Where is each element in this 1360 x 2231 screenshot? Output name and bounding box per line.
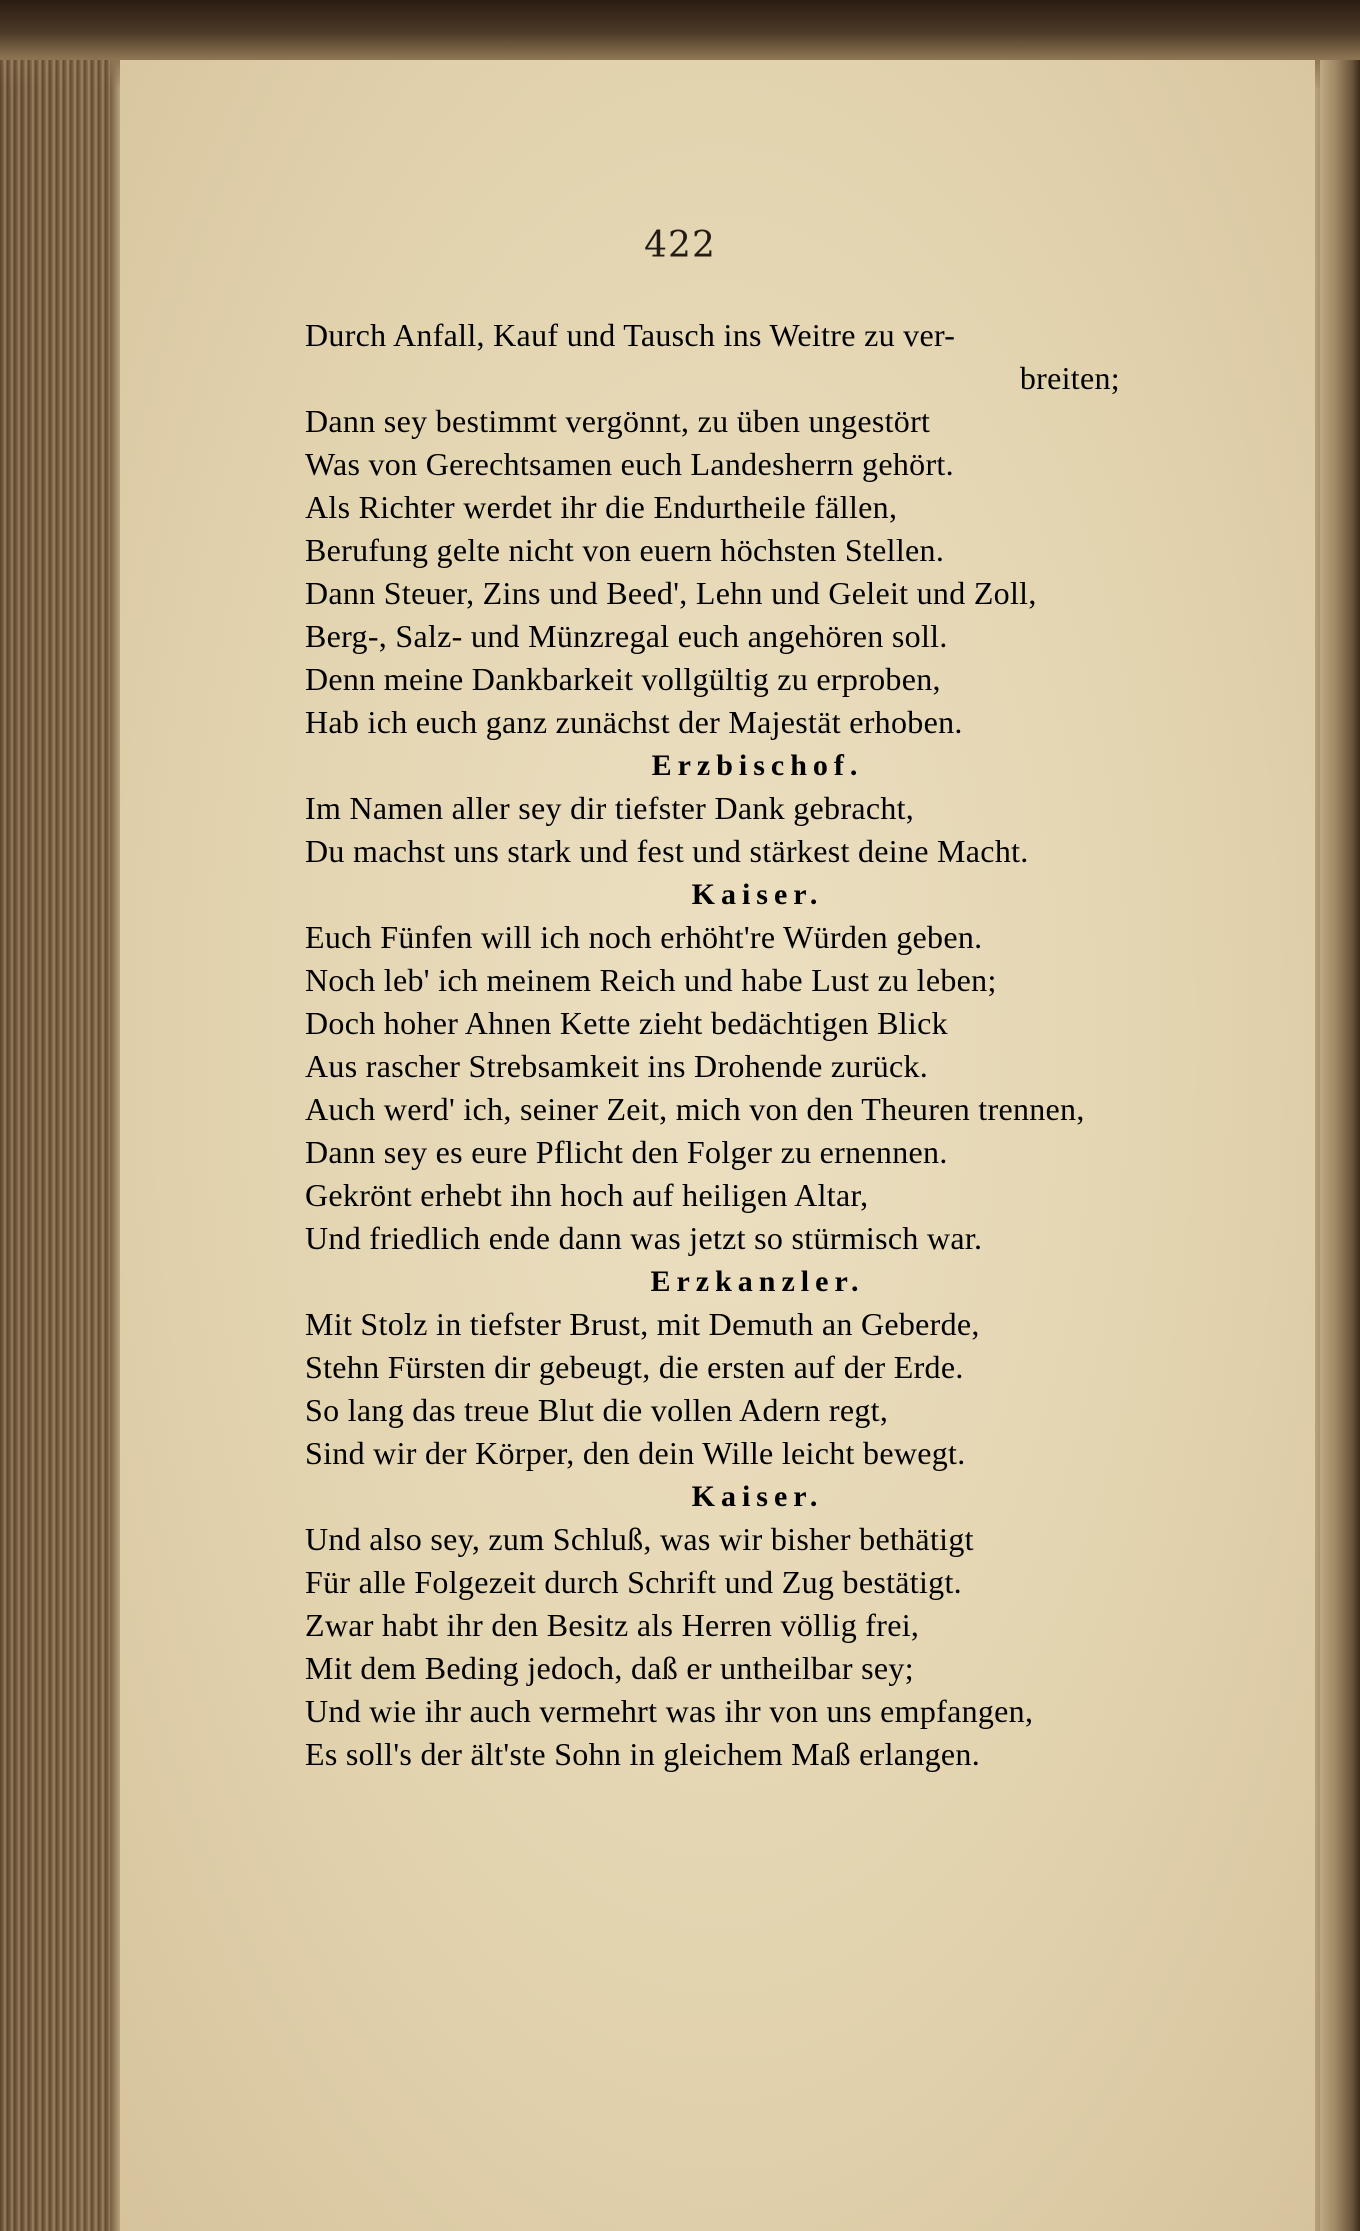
verse-line: Mit dem Beding jedoch, daß er untheilbar sey;: [305, 1650, 914, 1686]
verse-line: Berg-, Salz- und Münzregal euch angehören soll.: [305, 618, 948, 654]
verse-line: Dann sey bestimmt vergönnt, zu üben ungestört: [305, 403, 931, 439]
verse-line: Dann sey es eure Pflicht den Folger zu ernennen.: [305, 1134, 948, 1170]
next-page-edge: [1320, 60, 1360, 2231]
speaker-heading: Erzkanzler.: [650, 1265, 865, 1298]
verse-line: Und friedlich ende dann was jetzt so stürmisch war.: [305, 1220, 983, 1256]
verse-line: Doch hoher Ahnen Kette zieht bedächtigen Blick: [305, 1005, 948, 1041]
verse-line: breiten;: [1019, 360, 1120, 396]
verse-line: Und also sey, zum Schluß, was wir bisher bethätigt: [305, 1521, 974, 1557]
verse-line: Du machst uns stark und fest und stärkest deine Macht.: [305, 833, 1029, 869]
verse-line: Gekrönt erhebt ihn hoch auf heiligen Altar,: [305, 1177, 869, 1213]
verse-line: Im Namen aller sey dir tiefster Dank gebracht,: [305, 790, 915, 826]
speaker-heading: Kaiser.: [691, 878, 824, 911]
verse-line: Hab ich euch ganz zunächst der Majestät erhoben.: [305, 704, 963, 740]
verse-line: Stehn Fürsten dir gebeugt, die ersten auf der Erde.: [305, 1349, 964, 1385]
page-number: 422: [644, 225, 716, 266]
speaker-heading: Erzbischof.: [651, 749, 864, 782]
verse-line: Zwar habt ihr den Besitz als Herren völlig frei,: [305, 1607, 920, 1643]
verse-line: Euch Fünfen will ich noch erhöht're Würden geben.: [305, 919, 983, 955]
verse-line: Dann Steuer, Zins und Beed', Lehn und Geleit und Zoll,: [305, 575, 1037, 611]
verse-line: Und wie ihr auch vermehrt was ihr von uns empfangen,: [305, 1693, 1034, 1729]
verse-line: Es soll's der ält'ste Sohn in gleichem Maß erlangen.: [305, 1736, 980, 1772]
verse-line: Was von Gerechtsamen euch Landesherrn gehört.: [305, 446, 954, 482]
verse-line: Aus rascher Strebsamkeit ins Drohende zurück.: [305, 1048, 929, 1084]
verse-line: Noch leb' ich meinem Reich und habe Lust zu leben;: [305, 962, 997, 998]
page-edges: [0, 60, 110, 2231]
verse-line: Mit Stolz in tiefster Brust, mit Demuth an Geberde,: [305, 1306, 980, 1342]
verse-line: Auch werd' ich, seiner Zeit, mich von den Theuren trennen,: [305, 1091, 1085, 1127]
verse-line: Denn meine Dankbarkeit vollgültig zu erproben,: [305, 661, 941, 697]
verse-text: [305, 314, 1210, 1776]
verse-line: Sind wir der Körper, den dein Wille leicht bewegt.: [305, 1435, 966, 1471]
verse-line: Durch Anfall, Kauf und Tausch ins Weitre zu ver-: [305, 317, 956, 353]
speaker-heading: Kaiser.: [691, 1480, 824, 1513]
verse-line: Als Richter werdet ihr die Endurtheile fällen,: [305, 489, 898, 525]
verse-line: Berufung gelte nicht von euern höchsten Stellen.: [305, 532, 945, 568]
verse-line: So lang das treue Blut die vollen Adern regt,: [305, 1392, 889, 1428]
verse-line: Für alle Folgezeit durch Schrift und Zug bestätigt.: [305, 1564, 962, 1600]
